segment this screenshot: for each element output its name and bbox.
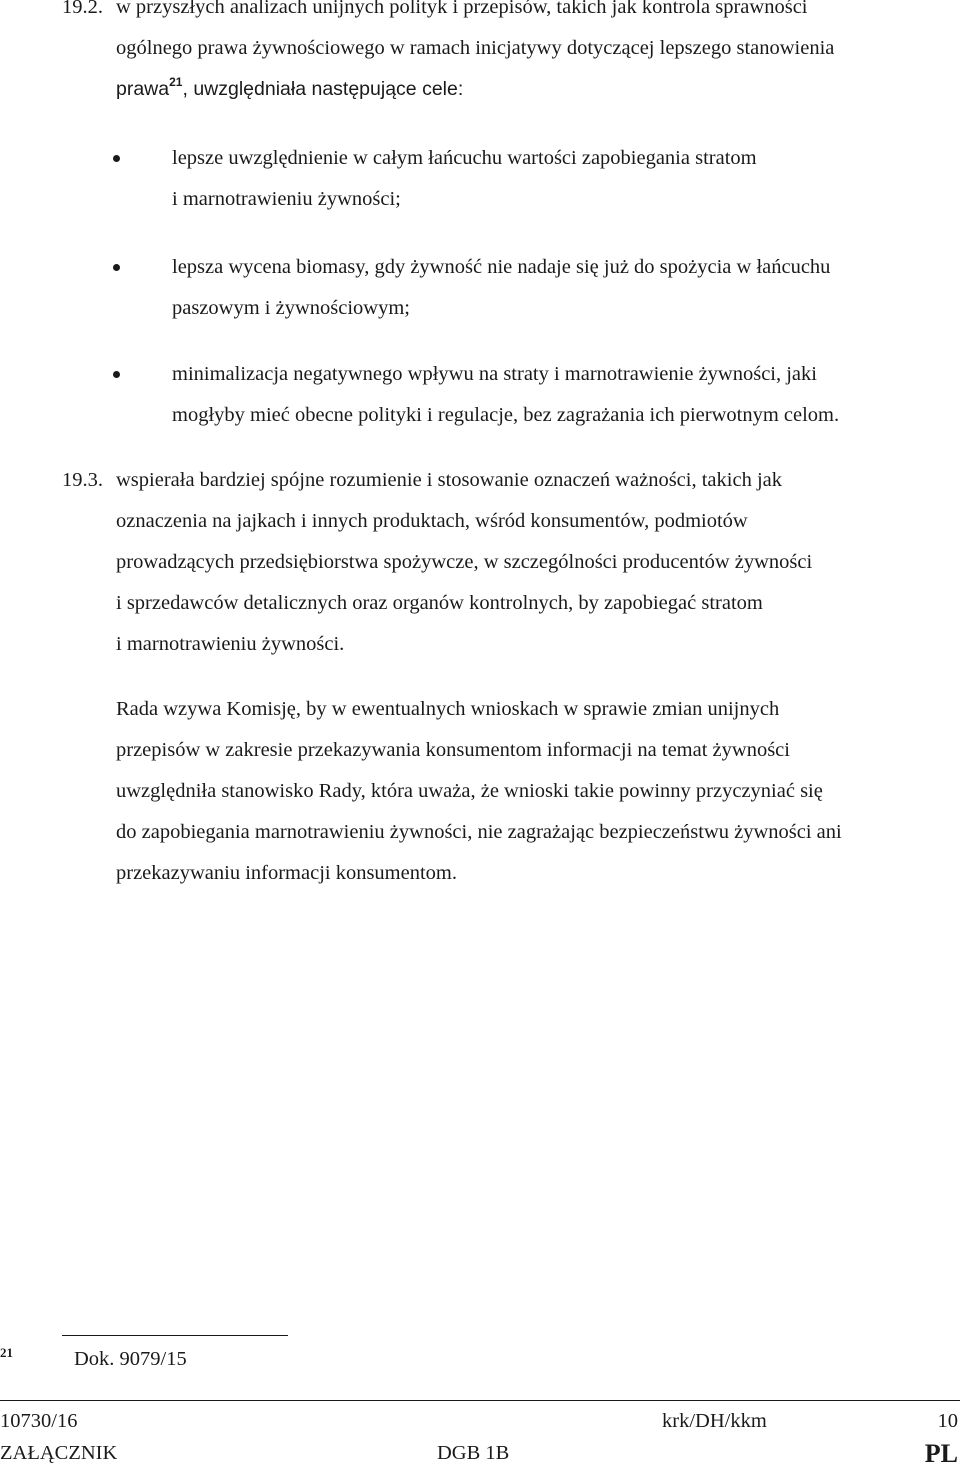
- bullet-icon: [113, 155, 120, 162]
- footnote-separator: [62, 1335, 288, 1336]
- bullet-item-line: i marnotrawieniu żywności;: [172, 188, 401, 210]
- closing-paragraph-line: Rada wzywa Komisję, by w ewentualnych wnioskach w sprawie zmian unijnych: [116, 698, 780, 720]
- footer-dg: DGB 1B: [437, 1442, 510, 1464]
- closing-paragraph-line: przekazywaniu informacji konsumentom.: [116, 862, 457, 884]
- footer-initials: krk/DH/kkm: [662, 1410, 767, 1432]
- closing-paragraph: [116, 689, 960, 894]
- bullet-icon: [113, 371, 120, 378]
- footnote-text: Dok. 9079/15: [74, 1348, 187, 1370]
- closing-paragraph-line: przepisów w zakresie przekazywania konsumentom informacji na temat żywności: [116, 739, 790, 761]
- closing-paragraph-line: uwzględniła stanowisko Rady, która uważa, że wnioski takie powinny przyczyniać się: [116, 780, 823, 802]
- bullet-item-1: [172, 138, 960, 220]
- footer-doc-ref: 10730/16: [0, 1410, 78, 1432]
- item-number-19-2: 19.2.: [62, 0, 103, 18]
- bullet-item-3: [172, 354, 960, 436]
- bullet-item-line: minimalizacja negatywnego wpływu na straty i marnotrawienie żywności, jaki: [172, 363, 817, 385]
- footnote-number: 21: [0, 1345, 13, 1360]
- footnote-reference-21[interactable]: 21: [169, 75, 183, 89]
- bullet-icon: [113, 264, 120, 271]
- item-19-2-text: [116, 0, 960, 110]
- item-19-3-line: oznaczenia na jajkach i innych produktach, wśród konsumentów, podmiotów: [116, 510, 748, 532]
- item-19-2-ending: , uwzględniała następujące cele:: [182, 78, 464, 100]
- footer-annex: ZAŁĄCZNIK: [0, 1442, 118, 1464]
- item-19-3-text: [116, 460, 960, 665]
- bullet-item-line: lepsze uwzględnienie w całym łańcuchu wartości zapobiegania stratom: [172, 147, 757, 169]
- item-19-3-line: i sprzedawców detalicznych oraz organów kontrolnych, by zapobiegać stratom: [116, 592, 763, 614]
- item-19-3-line: i marnotrawieniu żywności.: [116, 633, 345, 655]
- item-19-2-line-last: [116, 69, 960, 110]
- bullet-item-2: [172, 247, 960, 329]
- bullet-item-line: paszowym i żywnościowym;: [172, 297, 410, 319]
- item-19-2-prawa: prawa: [116, 78, 170, 100]
- footer-language: PL: [924, 1439, 958, 1468]
- item-19-3-line: wspierała bardziej spójne rozumienie i stosowanie oznaczeń ważności, takich jak: [116, 469, 782, 491]
- bullet-item-line: lepsza wycena biomasy, gdy żywność nie nadaje się już do spożycia w łańcuchu: [172, 256, 831, 278]
- bullet-item-line: mogłyby mieć obecne polityki i regulacje, bez zagrażania ich pierwotnym celom.: [172, 404, 840, 426]
- footer-separator: [0, 1400, 960, 1401]
- item-19-2-line: ogólnego prawa żywnościowego w ramach inicjatywy dotyczącej lepszego stanowienia: [116, 37, 835, 59]
- item-19-3-line: prowadzących przedsiębiorstwa spożywcze, w szczególności producentów żywności: [116, 551, 813, 573]
- footer-page-number: 10: [937, 1410, 958, 1432]
- item-19-2-line: w przyszłych analizach unijnych polityk i przepisów, takich jak kontrola sprawności: [116, 0, 808, 18]
- item-number-19-3: 19.3.: [62, 469, 103, 491]
- closing-paragraph-line: do zapobiegania marnotrawieniu żywności, nie zagrażając bezpieczeństwu żywności ani: [116, 821, 842, 843]
